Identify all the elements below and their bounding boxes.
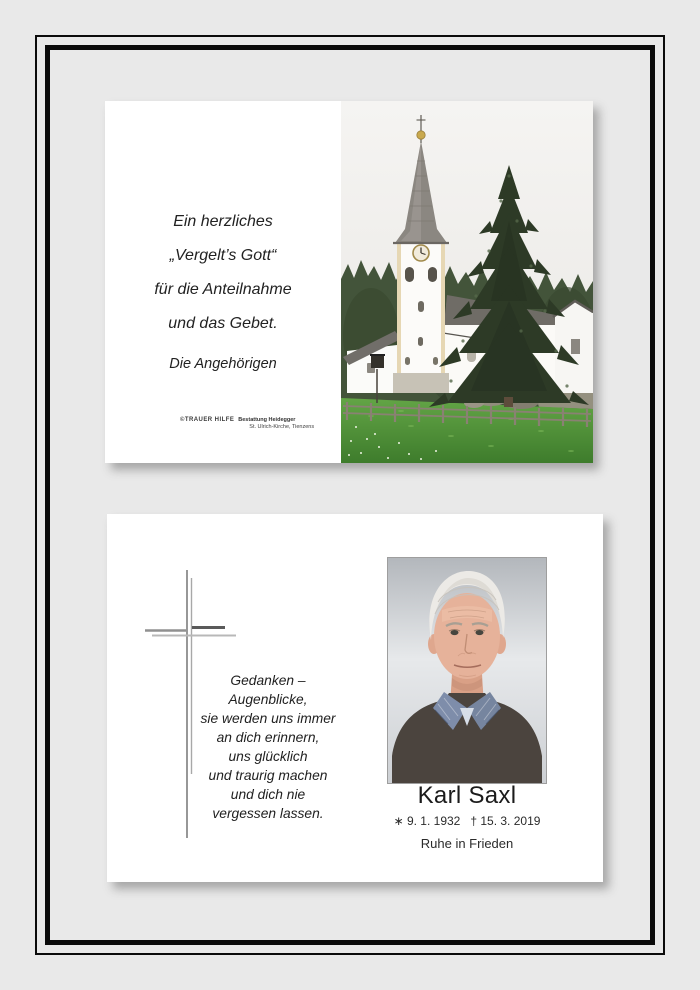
condolence-line: „Vergelt’s Gott“: [169, 247, 277, 264]
poem-line: sie werden uns immer: [200, 711, 336, 726]
poem-line: Augenblicke,: [228, 692, 308, 707]
spire-gold-ball: [417, 131, 425, 139]
deceased-name: Karl Saxl: [417, 782, 517, 809]
church-scene-illustration: [341, 101, 593, 463]
publisher-imprint: [180, 417, 314, 431]
signature-text: Die Angehörigen: [169, 356, 277, 372]
church-tower: [393, 241, 449, 393]
death-date: † 15. 3. 2019: [470, 814, 541, 828]
publisher-name: Bestattung Heidegger: [238, 417, 296, 423]
farewell-text: Ruhe in Frieden: [420, 836, 514, 851]
poem-line: uns glücklich: [228, 749, 308, 764]
portrait-photo: [387, 557, 547, 784]
life-dates: [377, 814, 557, 829]
condolence-card: [105, 101, 593, 463]
condolence-line: und das Gebet.: [168, 315, 278, 332]
poem-line: Gedanken –: [230, 673, 306, 688]
portrait-illustration: [388, 558, 546, 783]
trauerhilfe-logo: ©TRAUER HILFE: [180, 417, 235, 423]
condolence-line: für die Anteilnahme: [154, 281, 292, 298]
birth-date: ∗ 9. 1. 1932: [393, 814, 461, 828]
photo-caption: St. Ulrich-Kirche, Tienzens: [249, 424, 315, 430]
memorial-text-block: [377, 782, 557, 852]
poem-line: und dich nie: [230, 787, 306, 802]
poem-line: vergessen lassen.: [212, 806, 324, 821]
church-photo: [341, 101, 593, 463]
poem-line: und traurig machen: [208, 768, 328, 783]
poem-line: an dich erinnern,: [216, 730, 320, 745]
condolence-text: [105, 205, 341, 374]
poem-text: [168, 671, 368, 823]
memorial-card: [107, 514, 603, 882]
condolence-line: Ein herzliches: [173, 213, 273, 230]
